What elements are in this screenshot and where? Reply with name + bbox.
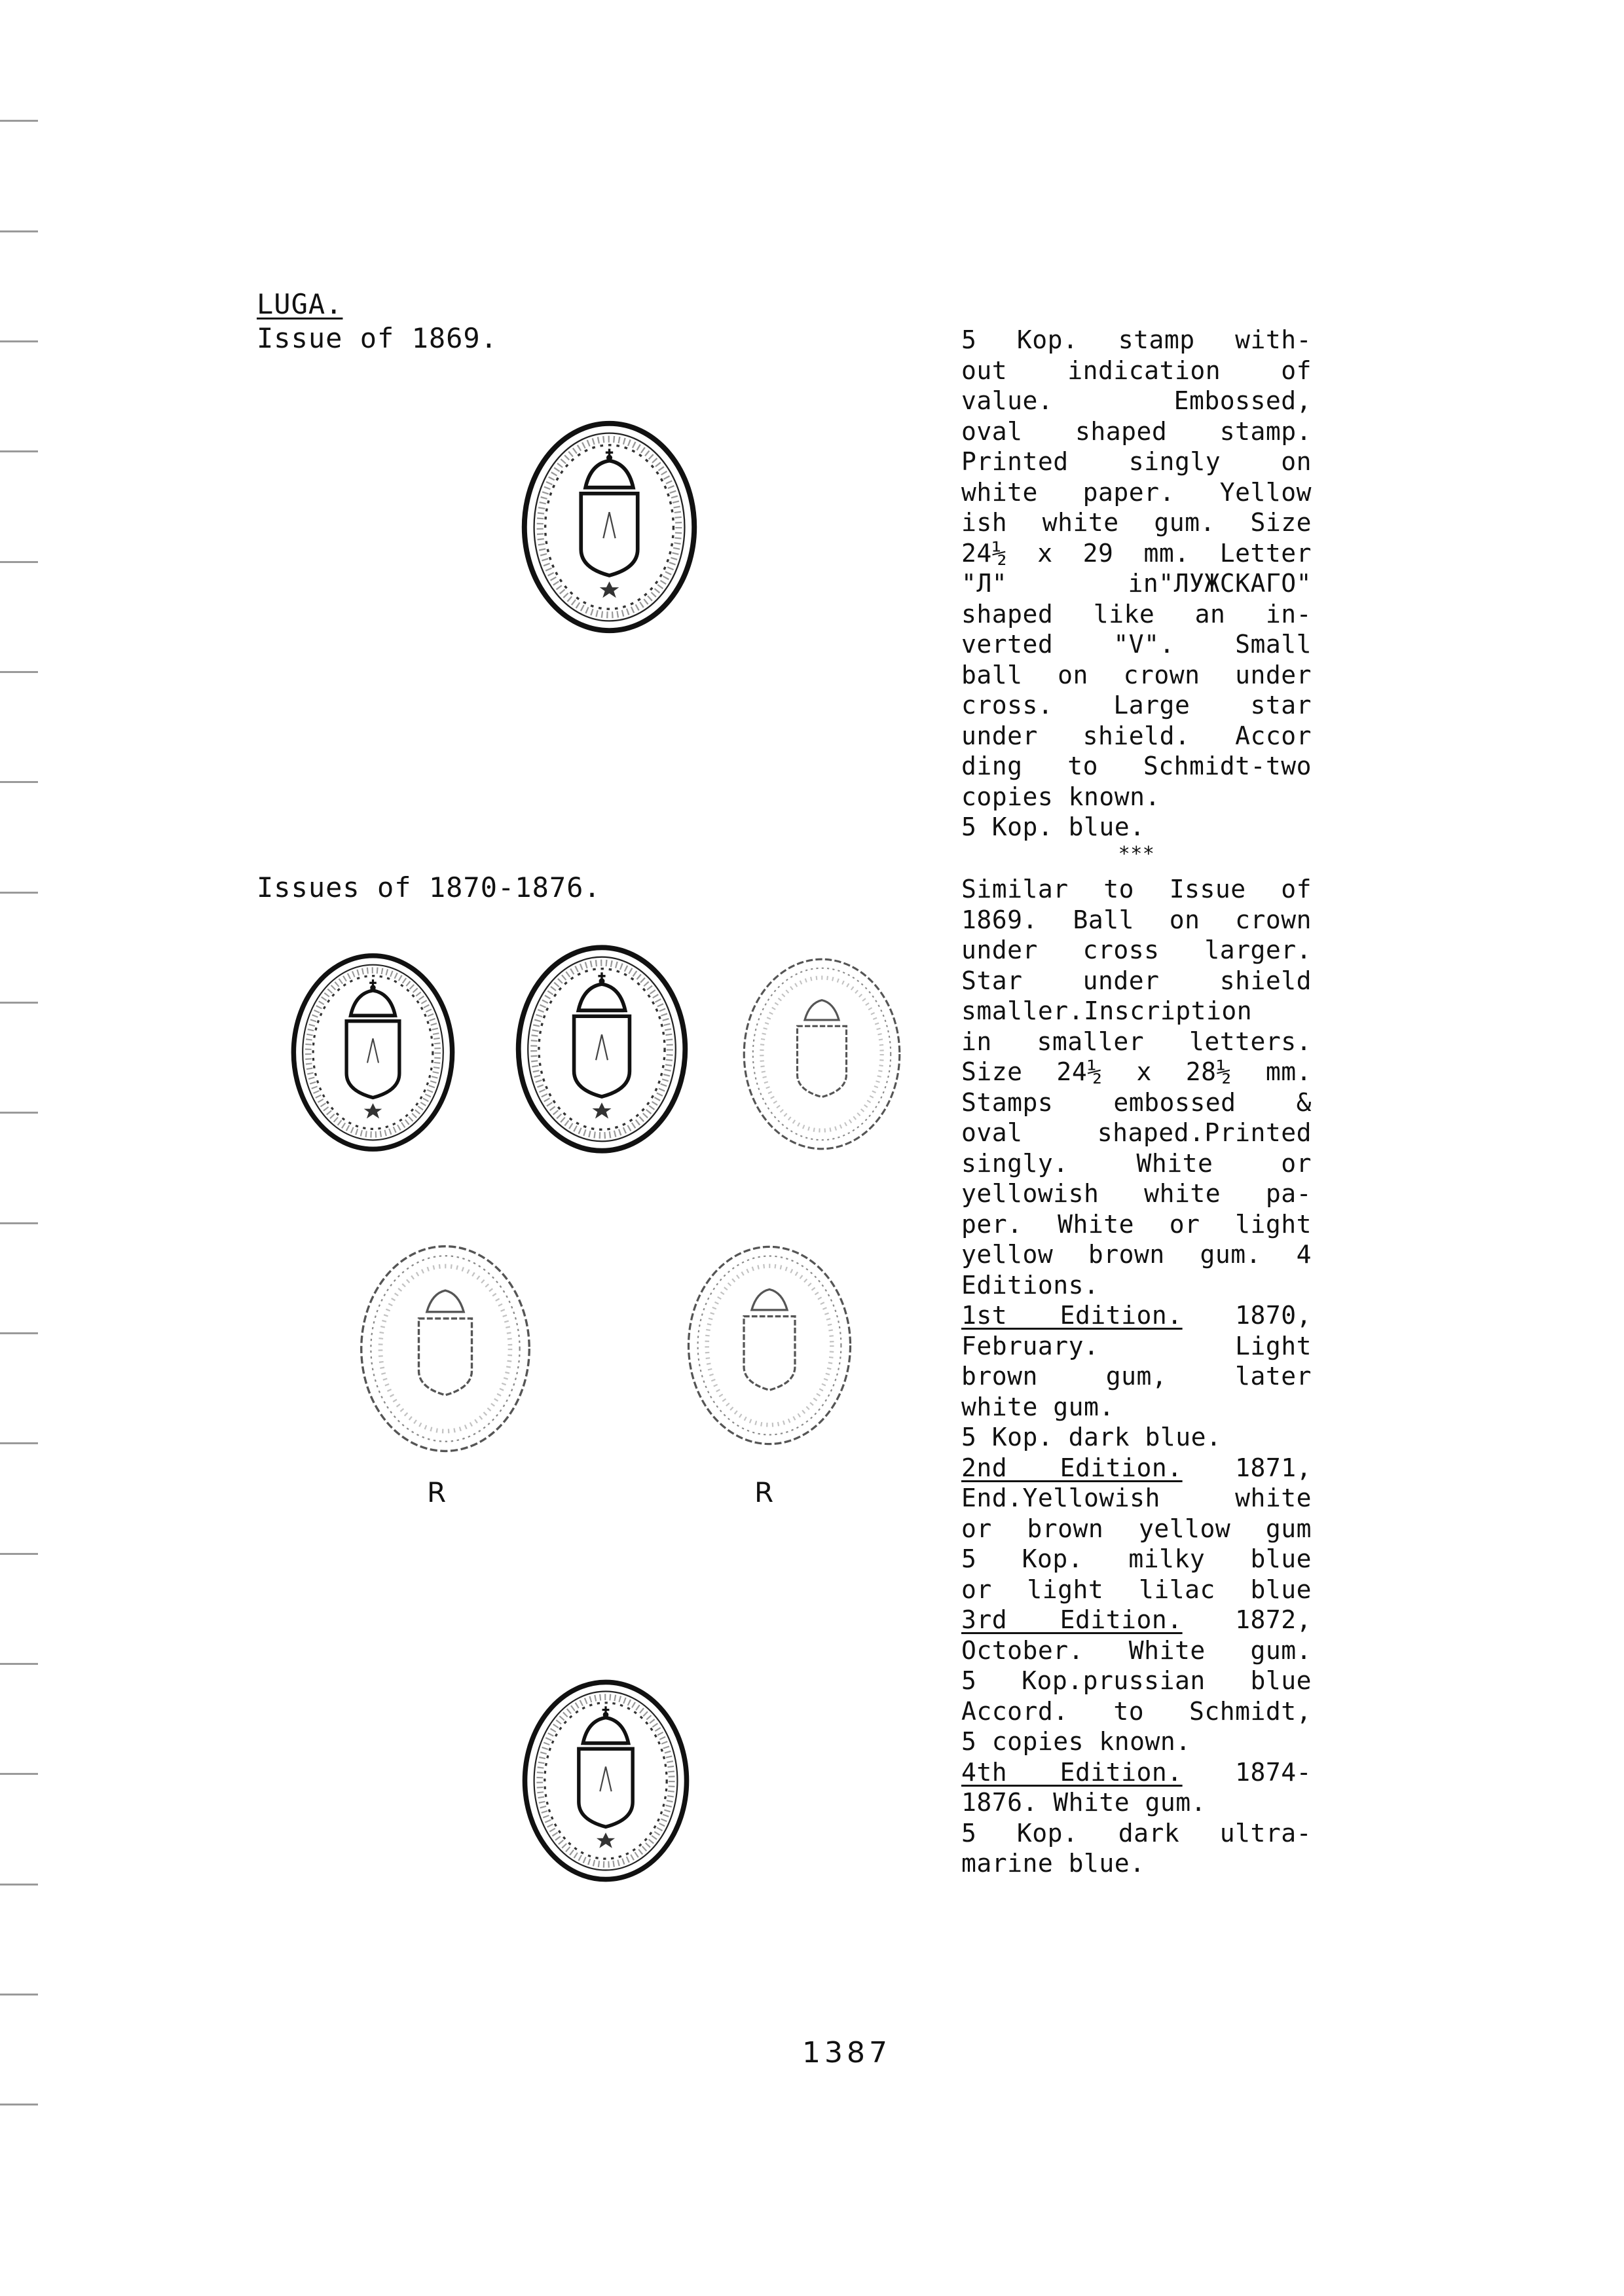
edition-label: 1st Edition. [961,1301,1183,1330]
edge-mark [0,230,38,232]
stamp-1869-image [516,419,703,635]
edition-date: 1874- [1235,1757,1312,1787]
edge-mark [0,1553,38,1555]
issues-1870-1876-heading: Issues of 1870-1876. [257,871,601,903]
text-line: brown gum, later [961,1362,1312,1391]
edge-mark [0,1884,38,1886]
text-line: or brown yellow gum [961,1514,1312,1543]
page-title: LUGA. [257,288,343,320]
edition-date: 1870, [1235,1301,1312,1330]
text-line: 5 Kop. dark ultra- [961,1818,1312,1848]
edge-mark [0,1002,38,1004]
stamp-1870-image-2 [514,943,690,1156]
text-line: 5 Kop. milky blue [961,1544,1312,1573]
text-line: oval shaped stamp. [961,416,1312,446]
edition-3-heading [961,1605,1312,1635]
text-line: 5 Kop. dark blue. [961,1423,1222,1451]
edge-mark [0,1994,38,1995]
text-line: Stamps embossed & [961,1087,1312,1117]
stamp-1870-image-5 [684,1237,855,1453]
text-line: out indication of [961,355,1312,385]
text-line: shaped like an in- [961,599,1312,629]
edition-date: 1872, [1235,1605,1312,1634]
edition-date: 1871, [1235,1453,1312,1482]
edition-4-heading [961,1757,1312,1788]
text-line: under shield. Accor [961,721,1312,750]
text-line: under cross larger. [961,936,1312,964]
text-line: Accord. to Schmidt, [961,1696,1312,1726]
edition-label: 4th Edition. [961,1757,1183,1787]
text-line: Star under shield [961,966,1312,995]
text-line: February. Light [961,1331,1312,1360]
text-line: ball on crown under [961,660,1312,689]
text-line: End.Yellowish white [961,1484,1312,1512]
edge-mark [0,2104,38,2105]
edge-mark [0,781,38,783]
edge-mark [0,1222,38,1224]
text-line: smaller.Inscription [961,996,1253,1025]
edge-mark [0,1442,38,1444]
issues-1870-1876-description [961,874,1312,1879]
text-line: Printed singly on [961,447,1312,476]
text-line: 24½ x 29 mm. Letter [961,538,1312,568]
edge-mark [0,561,38,563]
stamp-1870-image-3 [740,949,904,1159]
edge-mark [0,120,38,122]
text-line: yellowish white pa- [961,1179,1312,1208]
text-line: white gum. [961,1392,1115,1421]
text-line: singly. White or [961,1148,1312,1178]
edge-mark [0,1663,38,1665]
issue-1869-description [961,325,1312,866]
edition-label: 3rd Edition. [961,1605,1183,1634]
text-line: 5 Kop.prussian blue [961,1666,1312,1695]
edge-mark [0,450,38,452]
r-mark: R [427,1476,447,1508]
page-number: 1387 [802,2036,891,2069]
text-line: marine blue. [961,1849,1145,1878]
edition-1-heading [961,1300,1312,1331]
text-line: Editions. [961,1270,1099,1300]
text-line: 5 Kop. blue. [961,812,1145,841]
edition-label: 2nd Edition. [961,1453,1183,1482]
text-line: per. White or light [961,1209,1312,1239]
text-line: "Л" in"ЛУЖСКАГО" [961,569,1312,598]
text-line: 5 Kop. stamp with- [961,325,1312,354]
edge-mark [0,671,38,673]
section-separator: *** [1118,842,1155,866]
text-line: verted "V". Small [961,630,1312,659]
edge-mark [0,1332,38,1334]
text-line: cross. Large star [961,691,1312,720]
text-line: Similar to Issue of [961,875,1312,903]
edge-mark [0,340,38,342]
text-line: 1869. Ball on crown [961,905,1312,934]
stamp-1870-image-6 [521,1673,691,1889]
text-line: white paper. Yellow [961,477,1312,507]
text-line: oval shaped.Printed [961,1118,1312,1147]
edition-2-heading [961,1453,1312,1484]
text-line: ding to Schmidt-two [961,752,1312,780]
text-line: in smaller letters. [961,1027,1312,1056]
r-mark: R [754,1476,774,1508]
text-line: or light lilac blue [961,1575,1312,1604]
text-line: yellow brown gum. 4 [961,1240,1312,1269]
text-line: Size 24½ x 28½ mm. [961,1057,1312,1086]
issue-1869-heading: Issue of 1869. [257,322,498,354]
edge-mark [0,1112,38,1114]
text-line: October. White gum. [961,1635,1312,1665]
edge-mark [0,1773,38,1775]
stamp-1870-image-1 [289,949,456,1156]
text-line: 1876. White gum. [961,1788,1207,1817]
text-line: value. Embossed, [961,386,1312,415]
text-line: 5 copies known. [961,1727,1191,1756]
text-line: copies known. [961,782,1160,811]
text-line: ish white gum. Size [961,508,1312,537]
edge-mark [0,892,38,894]
stamp-1870-image-4 [357,1237,534,1460]
